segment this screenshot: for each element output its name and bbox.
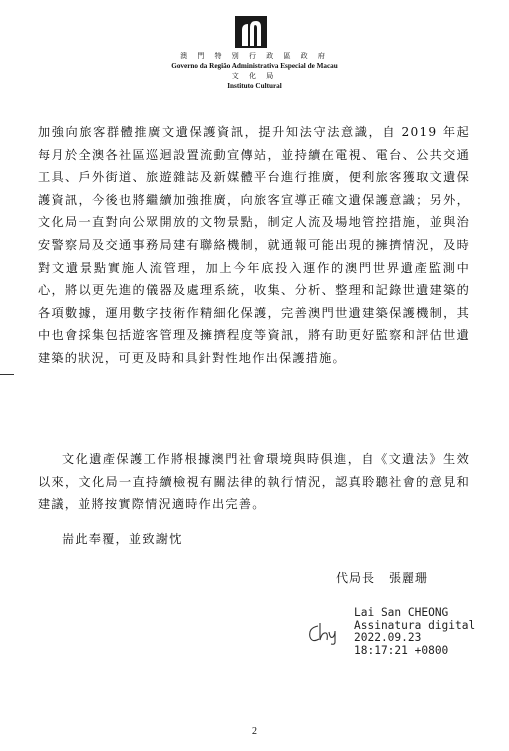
- handwritten-signature: [306, 620, 346, 646]
- digital-signer-name: Lai San CHEONG: [354, 606, 449, 619]
- page-number: 2: [252, 726, 257, 737]
- dept-name-chinese: 文 化 局: [231, 72, 278, 80]
- body-paragraph-1: 加強向旅客群體推廣文遺保護資訊，提升知法守法意識，自 2019 年起每月於全澳各社區巡迴設置流動宣傳站，並持續在電視、電台、公共交通工具、戶外街道、旅遊雜誌及新媒體平台進行推廣，便利旅客獲取文遺保護資訊，今後也將繼續加強推廣，向旅客宣導正確文遺保護意識；另外，文化局一直對向公眾開放的文物景點，制定人流及場地管控措施，並與治安警察局及交通事務局建有聯絡機制，就通報可能出現的擁擠情況，及時對文遺景點實施人流管理，加上今年底投入運作的澳門世界遺產監測中心，將以更先進的儀器及處理系統，收集、分析、整理和記錄世遺建築的各項數據，運用數字技術作精細化保護，完善澳門世遺建築保護機制，其中也會採集包括遊客管理及擁擠程度等資訊，將有助更好監察和評估世遺建築的狀況，可更及時和具針對性地作出保護措施。: [38, 125, 470, 365]
- dept-name-portuguese: Instituto Cultural: [227, 82, 282, 90]
- digital-signature-label: Assinatura digital: [354, 618, 476, 632]
- org-name-portuguese: Governo da Região Administrativa Especial de Macau: [171, 62, 338, 70]
- body-paragraph-2: 文化遺產保護工作將根據澳門社會環境與時俱進，自《文遺法》生效以來，文化局一直持續檢視有關法律的執行情況，認真聆聽社會的意見和建議，並將按實際情況適時作出完善。: [38, 452, 470, 512]
- closing-line: 耑此奉覆，並致謝忱: [62, 532, 183, 546]
- macau-government-emblem-icon: [235, 16, 267, 48]
- margin-mark: [0, 374, 14, 375]
- signatory-title: 代局長: [336, 571, 376, 585]
- signatory-line: [336, 569, 428, 586]
- digital-signature-block: [354, 607, 475, 657]
- org-name-chinese: 澳 門 特 別 行 政 區 政 府: [180, 52, 329, 60]
- signatory-name: 張麗珊: [389, 571, 429, 585]
- digital-signature-date: 2022.09.23: [354, 631, 422, 645]
- digital-signature-time: 18:17:21 +0800: [354, 643, 449, 657]
